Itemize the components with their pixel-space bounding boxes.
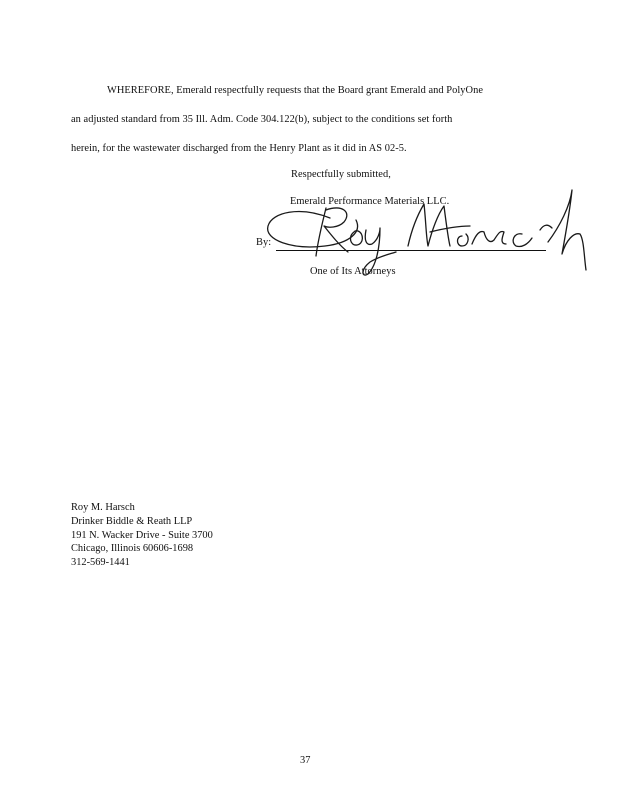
firm-name: Emerald Performance Materials LLC. — [290, 196, 450, 207]
attorney-address — [71, 501, 213, 570]
page-number: 37 — [300, 755, 311, 766]
paragraph-line-2: an adjusted standard from 35 Ill. Adm. Code 304.122(b), subject to the conditions set forth — [71, 114, 453, 125]
paragraph-line-1: WHEREFORE, Emerald respectfully requests that the Board grant Emerald and PolyOne — [107, 85, 483, 96]
address-line: Drinker Biddle & Reath LLP — [71, 515, 193, 527]
paragraph-line-3: herein, for the wastewater discharged from the Henry Plant as it did in AS 02-5. — [71, 143, 407, 154]
by-label: By: — [256, 237, 272, 248]
address-line: Roy M. Harsch — [71, 502, 135, 513]
address-line: 312-569-1441 — [71, 557, 130, 569]
address-line: Chicago, Illinois 60606-1698 — [71, 543, 194, 555]
address-line: 191 N. Wacker Drive - Suite 3700 — [71, 529, 213, 541]
signature-line — [276, 250, 546, 251]
attorney-role: One of Its Attorneys — [310, 266, 396, 277]
closing-text: Respectfully submitted, — [291, 169, 391, 180]
